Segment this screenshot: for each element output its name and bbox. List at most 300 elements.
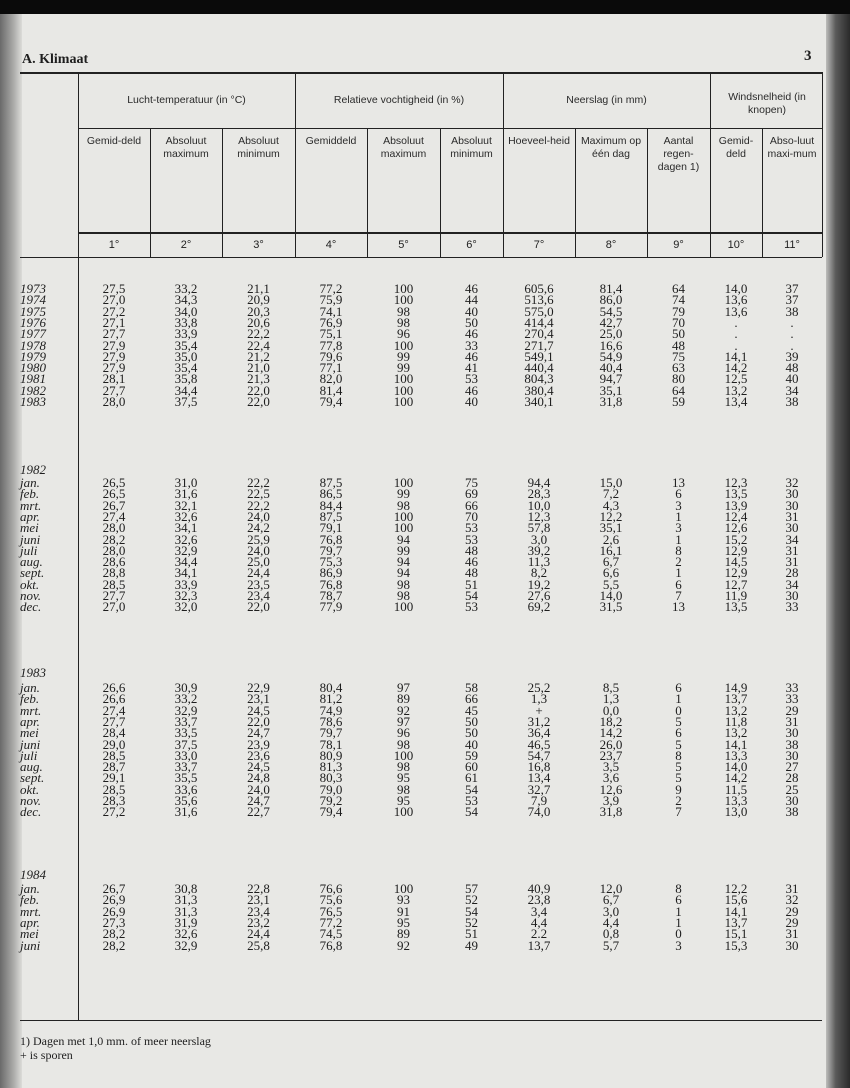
cell-wind-max: 38 xyxy=(785,736,799,752)
column-number-5: 5° xyxy=(398,239,409,251)
cell-rain-days: 5 xyxy=(675,713,682,729)
cell-temp-max: 30,8 xyxy=(174,881,198,896)
cell-wind-max: 25 xyxy=(785,781,799,797)
row-label: feb. xyxy=(20,691,40,707)
row-label: 1982 xyxy=(20,382,46,398)
cell-hum-max: 100 xyxy=(393,508,414,524)
cell-hum-avg: 80,3 xyxy=(319,770,343,786)
cell-hum-min: 50 xyxy=(465,713,478,729)
cell-wind-max: 40 xyxy=(785,371,799,387)
cell-temp-avg: 28,0 xyxy=(102,520,126,536)
cell-temp-avg: 29,0 xyxy=(102,736,126,752)
cell-rain-days: 1 xyxy=(675,565,682,581)
cell-rain-amount: 57,8 xyxy=(527,520,551,536)
cell-rain-amount: 31,2 xyxy=(527,713,551,729)
cell-hum-min: 60 xyxy=(465,759,478,775)
table-row xyxy=(20,883,822,894)
column-number-9: 9° xyxy=(673,239,684,251)
cell-wind-max: 30 xyxy=(785,747,799,763)
row-label: 1977 xyxy=(20,326,46,342)
cell-temp-min: 24,5 xyxy=(247,702,270,718)
cell-temp-min: 20,3 xyxy=(247,303,270,319)
cell-rain-max-day: 54,5 xyxy=(599,303,623,319)
cell-wind-avg: 13,7 xyxy=(724,914,748,930)
cell-rain-days: 1 xyxy=(675,914,682,930)
table-row xyxy=(20,795,822,806)
cell-rain-amount: 10,0 xyxy=(527,497,551,513)
cell-temp-max: 37,5 xyxy=(174,736,198,752)
row-label: sept. xyxy=(20,565,45,581)
row-label: apr. xyxy=(20,914,40,930)
cell-wind-avg: 13,4 xyxy=(724,394,748,409)
cell-hum-avg: 76,8 xyxy=(319,937,343,953)
cell-rain-max-day: 54,9 xyxy=(599,348,623,364)
cell-temp-max: 32,1 xyxy=(174,497,198,513)
cell-hum-min: 44 xyxy=(465,292,478,308)
cell-rain-max-day: 7,2 xyxy=(602,486,620,502)
cell-rain-max-day: 18,2 xyxy=(599,713,623,729)
row-label: feb. xyxy=(20,486,40,502)
cell-hum-max: 89 xyxy=(397,691,410,707)
cell-temp-avg: 29,1 xyxy=(102,770,126,786)
cell-temp-min: 23,6 xyxy=(247,747,270,763)
table-row xyxy=(20,713,822,729)
cell-wind-avg: 13,2 xyxy=(724,702,748,718)
cell-temp-max: 35,4 xyxy=(174,360,198,376)
cell-temp-avg: 27,0 xyxy=(102,599,126,615)
cell-hum-min: 61 xyxy=(465,770,478,786)
cell-wind-max: 31 xyxy=(785,713,799,729)
cell-hum-max: 100 xyxy=(393,337,414,353)
cell-rain-days: 8 xyxy=(675,542,682,558)
column-header-temp-avg: Gemid-deld xyxy=(86,135,142,147)
table-row xyxy=(20,804,822,820)
cell-wind-max: 33 xyxy=(785,680,799,695)
cell-hum-avg: 77,9 xyxy=(319,599,343,615)
row-label: juni xyxy=(20,937,41,953)
scan-top-border xyxy=(0,0,850,14)
cell-temp-min: 21,2 xyxy=(247,348,270,364)
cell-rain-max-day: 12,6 xyxy=(599,781,623,797)
cell-hum-avg: 75,6 xyxy=(319,892,343,908)
cell-rain-max-day: 35,1 xyxy=(599,520,623,536)
cell-temp-avg: 27,7 xyxy=(102,713,126,729)
cell-hum-min: 70 xyxy=(465,508,478,524)
table-row xyxy=(20,759,822,775)
cell-hum-max: 95 xyxy=(397,793,410,808)
cell-wind-max: 31 xyxy=(785,881,799,896)
cell-rain-days: 6 xyxy=(675,576,682,592)
cell-rain-max-day: 14,2 xyxy=(599,725,623,741)
cell-rain-days: 8 xyxy=(675,747,682,763)
cell-temp-avg: 27,7 xyxy=(102,326,126,342)
cell-rain-max-day: 26,0 xyxy=(599,736,623,752)
cell-temp-min: 21,0 xyxy=(247,360,270,376)
cell-hum-avg: 80,9 xyxy=(319,747,343,763)
cell-rain-days: 63 xyxy=(672,360,685,376)
cell-hum-min: 53 xyxy=(465,793,478,808)
table-row xyxy=(20,382,822,398)
cell-wind-avg: . xyxy=(734,337,738,353)
cell-rain-amount: 32,7 xyxy=(527,781,551,797)
page-edge-shadow xyxy=(826,14,850,1088)
cell-hum-min: 33 xyxy=(465,337,478,353)
column-number-11: 11° xyxy=(784,239,800,251)
row-label: nov. xyxy=(20,588,42,603)
row-label: 1981 xyxy=(20,371,46,387)
table-row xyxy=(20,314,822,330)
cell-temp-max: 31,0 xyxy=(174,475,198,490)
table-row xyxy=(20,599,822,615)
cell-hum-min: 53 xyxy=(465,520,478,536)
cell-hum-min: 53 xyxy=(465,531,478,547)
row-label: 1976 xyxy=(20,314,46,330)
cell-rain-max-day: 4,4 xyxy=(602,914,620,930)
cell-temp-avg: 28,4 xyxy=(102,725,126,741)
table-row xyxy=(20,691,822,707)
cell-temp-max: 30,9 xyxy=(174,680,198,695)
column-header-wind-avg: Gemid-deld xyxy=(718,135,754,160)
column-header-hum-avg: Gemiddeld xyxy=(305,135,357,147)
cell-wind-max: 29 xyxy=(785,914,799,930)
cell-hum-avg: 79,1 xyxy=(319,520,343,536)
cell-rain-max-day: 5,5 xyxy=(602,576,620,592)
cell-rain-amount: 804,3 xyxy=(524,371,554,387)
cell-wind-avg: 12,7 xyxy=(724,576,748,592)
cell-hum-avg: 81,4 xyxy=(319,382,343,398)
cell-temp-max: 33,9 xyxy=(174,326,198,342)
table-row xyxy=(20,554,822,570)
cell-rain-max-day: 6,7 xyxy=(602,554,620,570)
group-header-wind: Windsnelheid (in knopen) xyxy=(728,91,806,116)
cell-wind-avg: 14,1 xyxy=(724,736,748,752)
cell-rain-days: 70 xyxy=(672,314,685,330)
cell-temp-max: 31,3 xyxy=(174,892,198,908)
cell-rain-amount: 16,8 xyxy=(527,759,551,775)
cell-temp-max: 32,6 xyxy=(174,531,198,547)
row-label: jan. xyxy=(20,475,40,490)
table-row xyxy=(20,283,822,294)
cell-rain-days: 79 xyxy=(672,303,685,319)
cell-hum-avg: 79,2 xyxy=(319,793,343,808)
cell-temp-avg: 28,0 xyxy=(102,394,126,409)
row-label: dec. xyxy=(20,804,42,820)
cell-rain-amount: 270,4 xyxy=(524,326,554,342)
cell-wind-max: 34 xyxy=(785,576,799,592)
cell-rain-max-day: 31,8 xyxy=(599,394,623,409)
row-label: 1979 xyxy=(20,348,46,364)
cell-hum-avg: 78,1 xyxy=(319,736,343,752)
cell-temp-min: 23,2 xyxy=(247,914,270,930)
cell-rain-max-day: 4,3 xyxy=(602,497,620,513)
cell-temp-avg: 27,7 xyxy=(102,382,126,398)
cell-rain-max-day: 3,6 xyxy=(602,770,620,786)
cell-rain-amount: 46,5 xyxy=(527,736,551,752)
cell-rain-days: 6 xyxy=(675,725,682,741)
cell-rain-days: 7 xyxy=(675,588,682,603)
cell-rain-days: 75 xyxy=(672,348,685,364)
cell-temp-avg: 27,1 xyxy=(102,314,126,330)
cell-hum-max: 89 xyxy=(397,926,410,942)
cell-temp-min: 24,4 xyxy=(247,926,270,942)
cell-hum-avg: 75,1 xyxy=(319,326,343,342)
section-year-label: 1984 xyxy=(20,867,46,882)
row-label: sept. xyxy=(20,770,45,786)
row-label: okt. xyxy=(20,781,40,797)
cell-hum-max: 100 xyxy=(393,599,414,615)
column-header-temp-min: Absoluut minimum xyxy=(237,135,280,160)
cell-rain-max-day: 15,0 xyxy=(599,475,623,490)
column-number-3: 3° xyxy=(253,239,264,251)
table-row xyxy=(20,531,822,547)
table-row xyxy=(20,542,822,558)
cell-temp-avg: 28,7 xyxy=(102,759,126,775)
cell-temp-avg: 26,7 xyxy=(102,497,126,513)
cell-wind-avg: 12,9 xyxy=(724,565,748,581)
cell-hum-min: 40 xyxy=(465,303,478,319)
cell-temp-max: 33,0 xyxy=(174,747,198,763)
table-row xyxy=(20,360,822,376)
cell-hum-max: 100 xyxy=(393,747,414,763)
table-row xyxy=(20,337,822,353)
cell-rain-amount: 13,4 xyxy=(527,770,551,786)
group-header-precipitation: Neerslag (in mm) xyxy=(566,93,647,106)
cell-temp-avg: 27,2 xyxy=(102,804,126,820)
row-label: nov. xyxy=(20,793,42,808)
cell-temp-max: 35,4 xyxy=(174,337,198,353)
cell-wind-max: 30 xyxy=(785,588,799,603)
cell-temp-min: 20,9 xyxy=(247,292,270,308)
row-label: 1975 xyxy=(20,303,46,319)
cell-temp-max: 33,2 xyxy=(174,281,198,296)
cell-temp-min: 24,4 xyxy=(247,565,270,581)
cell-rain-amount: 27,6 xyxy=(527,588,551,603)
cell-wind-max: 37 xyxy=(785,292,799,308)
table-row xyxy=(20,590,822,601)
cell-rain-days: 5 xyxy=(675,770,682,786)
column-header-rain-amount: Hoeveel-heid xyxy=(508,135,570,147)
cell-temp-max: 34,1 xyxy=(174,520,198,536)
row-label: jan. xyxy=(20,680,40,695)
cell-rain-amount: 19,2 xyxy=(527,576,551,592)
table-row xyxy=(20,486,822,502)
table-row xyxy=(20,736,822,752)
cell-rain-amount: 3,0 xyxy=(530,531,548,547)
cell-hum-avg: 78,6 xyxy=(319,713,343,729)
cell-temp-avg: 27,4 xyxy=(102,702,126,718)
cell-rain-amount: 69,2 xyxy=(527,599,551,615)
table-row xyxy=(20,477,822,488)
cell-rain-max-day: 16,1 xyxy=(599,542,623,558)
cell-hum-max: 100 xyxy=(393,804,414,820)
cell-hum-avg: 81,3 xyxy=(319,759,343,775)
column-header-rain-max-day: Maximum op één dag xyxy=(580,135,642,160)
cell-rain-days: 6 xyxy=(675,892,682,908)
cell-wind-avg: 12,4 xyxy=(724,508,748,524)
cell-hum-avg: 79,4 xyxy=(319,804,343,820)
cell-temp-avg: 28,5 xyxy=(102,781,126,797)
cell-hum-max: 99 xyxy=(397,542,410,558)
cell-rain-amount: 39,2 xyxy=(527,542,551,558)
table-row xyxy=(20,937,822,953)
cell-hum-max: 94 xyxy=(397,554,410,570)
cell-hum-avg: 77,1 xyxy=(319,360,343,376)
cell-rain-days: 64 xyxy=(672,281,685,296)
cell-temp-min: 21,1 xyxy=(247,281,270,296)
cell-rain-days: 3 xyxy=(675,497,682,513)
cell-rain-max-day: 5,7 xyxy=(602,937,620,953)
column-header-wind-max: Abso-luut maxi-mum xyxy=(767,135,817,160)
group-header-humidity: Relatieve vochtigheid (in %) xyxy=(333,93,465,106)
cell-wind-max: 38 xyxy=(785,394,799,409)
table-row xyxy=(20,371,822,387)
column-number-8: 8° xyxy=(605,239,617,251)
cell-wind-avg: 13,9 xyxy=(724,497,748,513)
cell-rain-days: 80 xyxy=(672,371,685,387)
cell-rain-amount: 12,3 xyxy=(527,508,551,524)
cell-rain-max-day: 1,3 xyxy=(602,691,620,707)
cell-wind-max: 28 xyxy=(785,770,799,786)
table-row xyxy=(20,903,822,919)
cell-temp-avg: 27,9 xyxy=(102,360,126,376)
table-row xyxy=(20,781,822,797)
cell-hum-max: 92 xyxy=(397,937,410,953)
cell-hum-max: 100 xyxy=(393,881,414,896)
table-row xyxy=(20,520,822,536)
cell-hum-avg: 87,5 xyxy=(319,508,343,524)
table-row xyxy=(20,326,822,342)
cell-temp-avg: 27,2 xyxy=(102,303,126,319)
cell-hum-max: 99 xyxy=(397,348,410,364)
cell-temp-min: 23,1 xyxy=(247,892,270,908)
cell-hum-min: 51 xyxy=(465,926,478,942)
cell-rain-max-day: 42,7 xyxy=(599,314,623,330)
cell-temp-avg: 28,2 xyxy=(102,937,126,953)
cell-wind-avg: 14,2 xyxy=(724,770,748,786)
cell-hum-min: 66 xyxy=(465,497,478,513)
cell-hum-avg: 84,4 xyxy=(319,497,343,513)
cell-wind-max: 30 xyxy=(785,793,799,808)
cell-wind-avg: 11,8 xyxy=(724,713,748,729)
cell-wind-max: 30 xyxy=(785,725,799,741)
cell-rain-amount: 8,2 xyxy=(530,565,548,581)
cell-hum-min: 58 xyxy=(465,680,478,695)
cell-temp-max: 32,9 xyxy=(174,937,198,953)
cell-wind-max: . xyxy=(790,326,794,342)
table-row xyxy=(20,747,822,763)
row-label: 1983 xyxy=(20,394,46,409)
cell-hum-max: 95 xyxy=(397,914,410,930)
row-label: aug. xyxy=(20,554,43,570)
cell-hum-min: 46 xyxy=(465,348,478,364)
table-row xyxy=(20,914,822,930)
cell-temp-max: 33,2 xyxy=(174,691,198,707)
cell-hum-avg: 76,8 xyxy=(319,531,343,547)
cell-temp-max: 31,9 xyxy=(174,914,198,930)
cell-rain-days: 1 xyxy=(675,903,682,919)
cell-hum-min: 40 xyxy=(465,394,478,409)
cell-hum-max: 98 xyxy=(397,781,410,797)
cell-rain-days: 2 xyxy=(675,793,682,808)
cell-rain-max-day: 0,8 xyxy=(602,926,620,942)
table-row xyxy=(20,292,822,308)
cell-temp-min: 23,1 xyxy=(247,691,270,707)
cell-wind-avg: 14,0 xyxy=(724,281,748,296)
cell-rain-amount: 271,7 xyxy=(524,337,554,353)
cell-temp-max: 33,9 xyxy=(174,576,198,592)
cell-rain-amount: 605,6 xyxy=(524,281,554,296)
cell-temp-max: 33,8 xyxy=(174,314,198,330)
row-label: 1974 xyxy=(20,292,46,308)
cell-rain-amount: 380,4 xyxy=(524,382,554,398)
cell-hum-max: 91 xyxy=(397,903,410,919)
cell-temp-max: 31,3 xyxy=(174,903,198,919)
cell-rain-amount: 28,3 xyxy=(527,486,551,502)
cell-temp-avg: 28,2 xyxy=(102,926,126,942)
cell-temp-avg: 26,9 xyxy=(102,903,126,919)
cell-rain-days: 1 xyxy=(675,508,682,524)
cell-temp-max: 35,8 xyxy=(174,371,198,387)
cell-wind-avg: 15,1 xyxy=(724,926,748,942)
column-number-10: 10° xyxy=(727,239,745,251)
cell-hum-max: 98 xyxy=(397,588,410,603)
cell-rain-max-day: 3,5 xyxy=(602,759,620,775)
cell-rain-amount: 2.2 xyxy=(530,926,548,942)
cell-hum-min: 46 xyxy=(465,326,478,342)
cell-rain-max-day: 6,6 xyxy=(602,565,620,581)
cell-rain-amount: 36,4 xyxy=(527,725,551,741)
column-number-4: 4° xyxy=(325,239,337,251)
cell-hum-max: 95 xyxy=(397,770,410,786)
cell-wind-avg: 13,3 xyxy=(724,747,748,763)
cell-hum-avg: 79,4 xyxy=(319,394,343,409)
cell-wind-max: 31 xyxy=(785,542,799,558)
cell-rain-max-day: 12,2 xyxy=(599,508,623,524)
cell-temp-max: 32,6 xyxy=(174,508,198,524)
cell-temp-min: 23,4 xyxy=(247,588,270,603)
cell-rain-amount: 54,7 xyxy=(527,747,551,763)
cell-temp-min: 22,8 xyxy=(247,881,270,896)
row-label: okt. xyxy=(20,576,40,592)
cell-hum-avg: 77,2 xyxy=(319,281,343,296)
cell-rain-days: 48 xyxy=(672,337,685,353)
cell-hum-min: 52 xyxy=(465,892,478,908)
cell-wind-avg: 13,6 xyxy=(724,303,748,319)
cell-rain-amount: 513,6 xyxy=(524,292,554,308)
cell-wind-max: 38 xyxy=(785,303,799,319)
cell-wind-avg: 13,5 xyxy=(724,599,748,615)
cell-temp-min: 24,0 xyxy=(247,542,270,558)
cell-hum-max: 98 xyxy=(397,736,410,752)
cell-temp-avg: 27,5 xyxy=(102,281,126,296)
row-label: jan. xyxy=(20,881,40,896)
cell-wind-avg: 11,5 xyxy=(724,781,748,797)
cell-temp-max: 32,3 xyxy=(174,588,198,603)
cell-hum-max: 100 xyxy=(393,371,414,387)
cell-wind-max: 27 xyxy=(785,759,799,775)
cell-hum-min: 46 xyxy=(465,382,478,398)
row-label: mrt. xyxy=(20,903,42,919)
column-header-temp-max: Absoluut maximum xyxy=(163,135,209,160)
group-header-temperature: Lucht-temperatuur (in °C) xyxy=(127,93,246,106)
footnote-rain-days: 1) Dagen met 1,0 mm. of meer neerslag xyxy=(20,1034,211,1048)
cell-wind-avg: . xyxy=(734,326,738,342)
cell-hum-min: 54 xyxy=(465,588,478,603)
table-bottom-rule xyxy=(20,1020,822,1021)
cell-temp-max: 32,6 xyxy=(174,926,198,942)
cell-wind-avg: 14,9 xyxy=(724,680,748,695)
table-row xyxy=(20,576,822,592)
